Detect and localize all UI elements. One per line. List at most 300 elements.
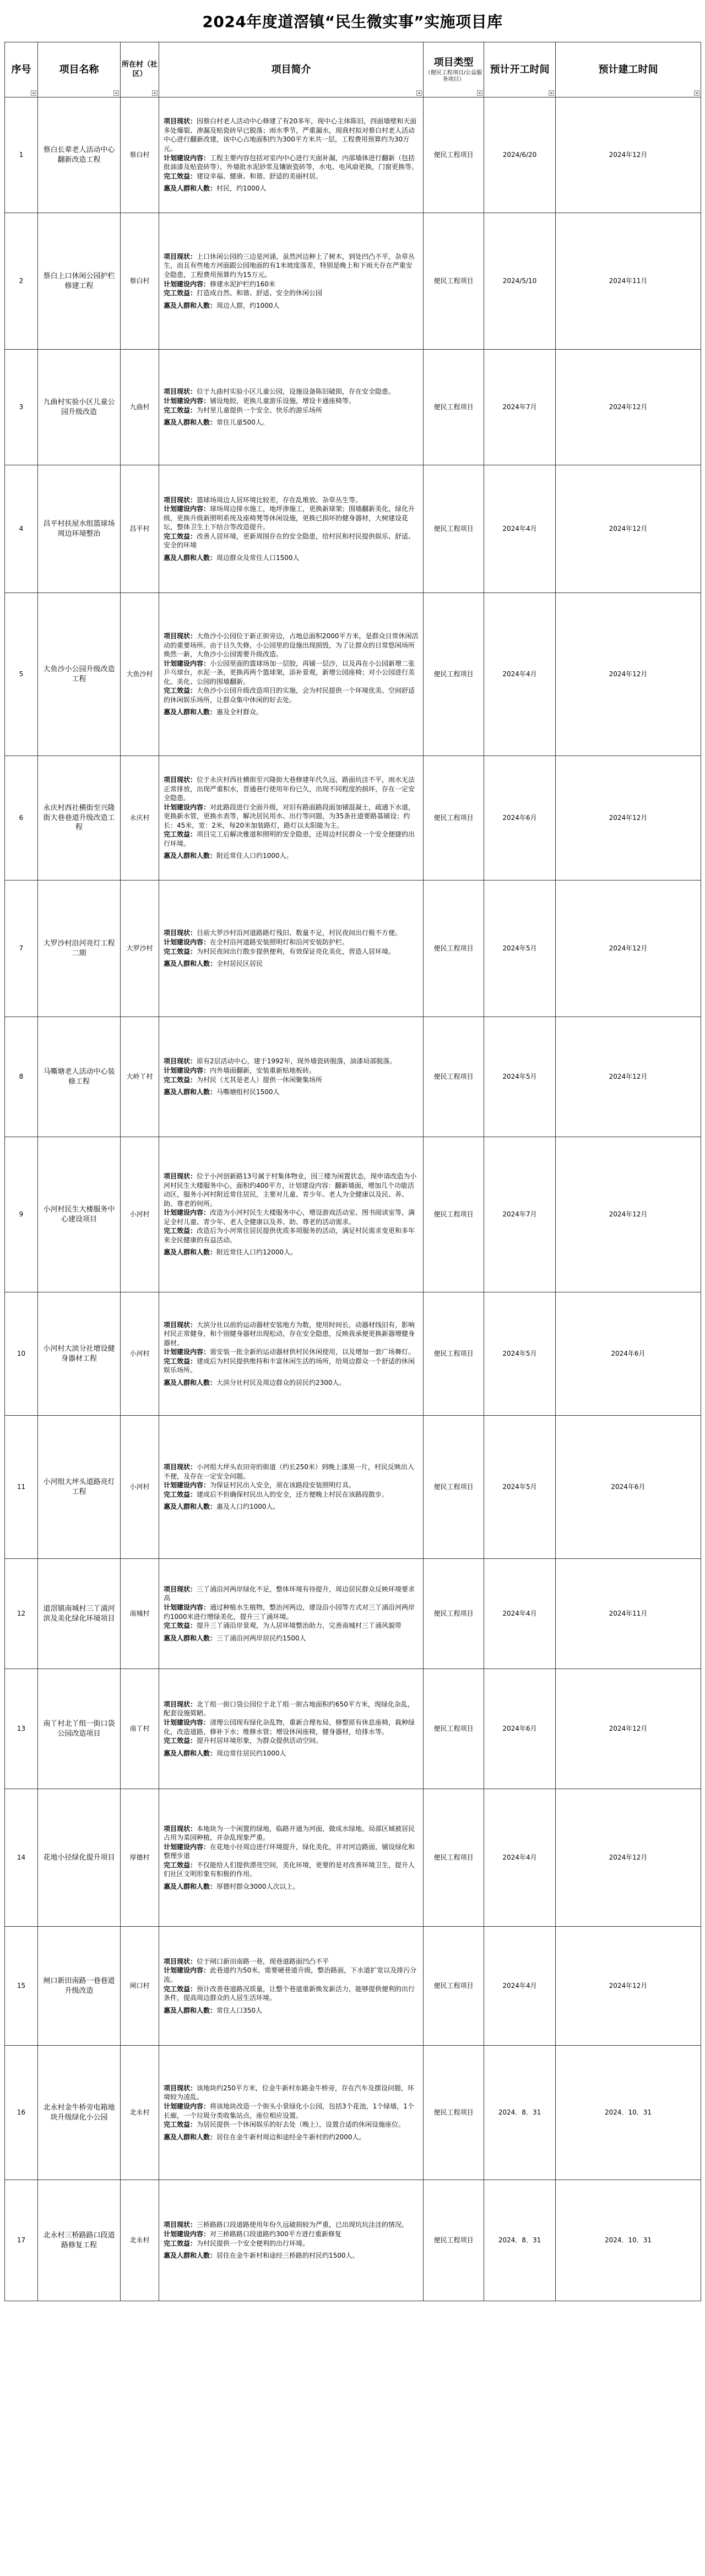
row-start-date: 2024年4月 (484, 1789, 556, 1927)
intro-plan (164, 504, 419, 532)
row-end-date: 2024年12月 (556, 756, 701, 881)
header-type-sublabel: （便民工程项目/公益服务项目） (425, 70, 482, 83)
intro-benefit-text: 附近常住人口约1000人。 (216, 852, 293, 860)
intro-benefit-label: 惠及人群和人数： (164, 1503, 217, 1511)
row-village: 南丫村 (121, 1669, 159, 1789)
intro-goal-label: 完工效益： (164, 289, 197, 297)
intro-benefit (164, 2006, 419, 2015)
intro-goal (164, 1226, 419, 1244)
row-village: 蔡白村 (121, 97, 159, 213)
table-row (5, 350, 701, 465)
intro-goal-label: 完工效益： (164, 2121, 197, 2129)
row-project-type: 便民工程项目 (424, 1789, 484, 1927)
row-project-intro (159, 1927, 424, 2046)
intro-benefit-label: 惠及人群和人数： (164, 2133, 217, 2141)
intro-status (164, 1320, 419, 1348)
intro-status-label: 项目现状： (164, 2084, 197, 2092)
intro-status (164, 1172, 419, 1208)
row-project-name: 小河村大滨分社增设健身器材工程 (38, 1292, 121, 1416)
intro-goal-text: 建设幸福、健康、和谐、舒适的美丽村居。 (197, 172, 323, 180)
table-row (5, 465, 701, 593)
intro-plan (164, 803, 419, 830)
row-project-intro (159, 465, 424, 593)
row-end-date: 2024年12月 (556, 350, 701, 465)
intro-plan-text: 为保证村民出入安全，须在该路段安装照明灯具。 (210, 1481, 356, 1490)
row-project-intro (159, 97, 424, 213)
intro-plan-label: 计划建设内容： (164, 2102, 210, 2110)
intro-benefit-label: 惠及人群和人数： (164, 301, 217, 309)
intro-status-label: 项目现状： (164, 1957, 197, 1965)
intro-status-text: 三桥路路口段道路使用年份久远破损较为严重，已出现坑坑洼洼的情况。 (197, 2221, 409, 2229)
intro-status-text: 大滨分社以前的运动器材安装地方为数，使用时间长，动器材线旧有，影响村民正常健身，和个别健身器材出现松动，存在安全隐患，反映我承便更换新器增健身器材。 (164, 1320, 415, 1347)
row-end-date: 2024年11月 (556, 1559, 701, 1669)
intro-goal-label: 完工效益： (164, 1490, 197, 1498)
intro-status-label: 项目现状： (164, 252, 197, 260)
intro-benefit (164, 1634, 419, 1643)
row-start-date: 2024年4月 (484, 1927, 556, 2046)
intro-status-text: 该地块约250平方米，位金牛新村东路金牛桥旁，存在汽车及摆设问题，环境较为凌乱。 (164, 2084, 414, 2101)
row-village: 昌平村 (121, 465, 159, 593)
row-start-date: 2024．8．31 (484, 2046, 556, 2180)
row-end-date: 2024年12月 (556, 1669, 701, 1789)
table-row (5, 97, 701, 213)
intro-plan (164, 1603, 419, 1621)
header-name (38, 42, 121, 97)
intro-plan (164, 1966, 419, 1984)
intro-benefit-text: 居住在金牛新村和途经三桥路的村民约1500人。 (216, 2252, 359, 2260)
intro-plan-text: 将该地块改造一个街头小景绿化小公园，包括3个花池，1个绿墙，1个长廊，一个垃圾分类收集站点，座位相应设置。 (164, 2102, 414, 2120)
row-seq: 1 (5, 97, 38, 213)
intro-status (164, 775, 419, 803)
row-seq: 5 (5, 593, 38, 756)
intro-benefit-text: 居住在金牛新村周边和途经金牛新村的约2000人。 (216, 2133, 366, 2141)
intro-status-label: 项目现状： (164, 929, 197, 937)
row-project-name: 闸口新田南路一巷巷道升级改造 (38, 1927, 121, 2046)
intro-plan-label: 计划建设内容： (164, 1209, 210, 1217)
intro-benefit-label: 惠及人群和人数： (164, 1088, 217, 1096)
table-row (5, 1017, 701, 1137)
intro-goal-text: 改善人居环境，更新周围存在的安全隐患，给村民和村民提供娱乐、舒适、安全的环境 (164, 532, 415, 550)
intro-goal-text: 打造成自然、和谐、舒适、安全的休闲公园 (197, 289, 323, 297)
table-row (5, 756, 701, 881)
intro-goal-text: 为村民（尤其是老人）提供一休闲聚集场所 (197, 1075, 323, 1084)
intro-goal-text: 不仅能给人们提供漂亮空间，美化环境，更要的是对改善环境卫生，提升人们社区文明形象有积极的作用。 (164, 1861, 415, 1878)
row-end-date: 2024年12月 (556, 1137, 701, 1292)
row-project-type: 便民工程项目 (424, 213, 484, 350)
intro-benefit-text: 厚德村群众3000人次以上。 (216, 1882, 300, 1890)
intro-goal-label: 完工效益： (164, 830, 197, 839)
table-row (5, 2180, 701, 2301)
intro-benefit-text: 马嘶塘组村民1500人 (216, 1088, 280, 1096)
row-project-type: 便民工程项目 (424, 1137, 484, 1292)
intro-plan-label: 计划建设内容： (164, 659, 210, 667)
intro-status (164, 117, 419, 153)
intro-goal (164, 2120, 419, 2129)
intro-goal (164, 947, 419, 957)
row-project-intro (159, 756, 424, 881)
intro-goal (164, 1490, 419, 1499)
intro-plan-text: 修建水泥护栏约160米 (210, 280, 275, 288)
intro-goal-label: 完工效益： (164, 1227, 197, 1235)
row-project-type: 便民工程项目 (424, 593, 484, 756)
row-end-date: 2024年12月 (556, 1789, 701, 1927)
row-seq: 6 (5, 756, 38, 881)
header-seq (5, 42, 38, 97)
header-village (121, 42, 159, 97)
row-project-intro (159, 1416, 424, 1559)
row-village: 大鱼沙村 (121, 593, 159, 756)
intro-benefit-text: 周边常住居民约1000人 (216, 1749, 286, 1757)
row-start-date: 2024年7月 (484, 1137, 556, 1292)
header-type (424, 42, 484, 97)
intro-benefit-text: 村民，约1000人 (216, 184, 267, 193)
intro-goal (164, 1736, 419, 1746)
intro-status-text: 北丫组一街口袋公园位于北丫组一街古地面积约650平方米，现绿化杂乱，配套设施简陋。 (164, 1700, 414, 1718)
row-seq: 9 (5, 1137, 38, 1292)
intro-goal (164, 532, 419, 550)
row-project-intro (159, 881, 424, 1017)
header-seq-label: 序号 (11, 63, 31, 75)
row-project-intro (159, 2046, 424, 2180)
intro-plan-label: 计划建设内容： (164, 154, 210, 162)
intro-plan-label: 计划建设内容： (164, 1481, 210, 1490)
intro-goal (164, 172, 419, 181)
row-project-type: 便民工程项目 (424, 97, 484, 213)
intro-goal (164, 686, 419, 704)
filter-dropdown-icon[interactable] (416, 90, 422, 96)
intro-goal (164, 2239, 419, 2248)
row-end-date: 2024年12月 (556, 1017, 701, 1137)
intro-goal (164, 830, 419, 848)
intro-goal-label: 完工效益： (164, 1622, 197, 1630)
row-start-date: 2024/6/20 (484, 97, 556, 213)
intro-goal-text: 为村民夜间出行散步提供便利，有效保证亮化美化，营造人居环境。 (197, 947, 395, 955)
row-village: 大罗沙村 (121, 881, 159, 1017)
row-end-date: 2024．10．31 (556, 2180, 701, 2301)
intro-plan-label: 计划建设内容： (164, 1966, 210, 1975)
row-end-date: 2024年6月 (556, 1292, 701, 1416)
intro-status-text: 原有2层活动中心，建于1992年，现外墙瓷砖脱落，油漆局部脱落。 (197, 1057, 397, 1066)
intro-benefit-label: 惠及人群和人数： (164, 852, 217, 860)
header-intro (159, 42, 424, 97)
row-seq: 7 (5, 881, 38, 1017)
intro-status-text: 篮球场周边人居环境比较差，存在乱堆放、杂草丛生等。 (197, 496, 362, 504)
row-village: 小河村 (121, 1292, 159, 1416)
intro-benefit-label: 惠及人群和人数： (164, 1378, 217, 1387)
intro-status-label: 项目现状： (164, 2221, 197, 2229)
intro-plan (164, 154, 419, 172)
intro-goal (164, 1985, 419, 2003)
intro-benefit (164, 1088, 419, 1097)
intro-goal-label: 完工效益： (164, 1985, 197, 1993)
intro-plan (164, 1718, 419, 1736)
row-project-name: 花地小径绿化提升项目 (38, 1789, 121, 1927)
intro-plan (164, 938, 419, 947)
row-project-intro (159, 1292, 424, 1416)
intro-plan-text: 小公园里面的篮球场加一层胶，再铺一层沙，以及再在小公园新增二张乒乓球台，水泥一条，更换再两个篮球架，添补景观，新增公园座椅；对小公园进行美化、美化、公园的围墙翻新。 (164, 659, 415, 686)
header-village-label: 所在村（社区） (122, 60, 158, 78)
intro-goal-label: 完工效益： (164, 687, 197, 695)
intro-plan (164, 1066, 419, 1075)
intro-benefit-text: 大滨分社村民及周边群众的居民约2300人。 (216, 1378, 346, 1387)
row-project-intro (159, 1559, 424, 1669)
intro-goal-label: 完工效益： (164, 1075, 197, 1084)
intro-benefit (164, 1502, 419, 1512)
filter-dropdown-icon[interactable] (31, 90, 36, 96)
row-end-date: 2024年12月 (556, 465, 701, 593)
intro-plan-text: 需安装一批全新的运动器材供村民休闲使用，以及增加一套广场舞灯。 (210, 1348, 415, 1356)
intro-plan-label: 计划建设内容： (164, 505, 210, 513)
intro-goal-label: 完工效益： (164, 172, 197, 180)
filter-dropdown-icon[interactable] (152, 90, 158, 96)
row-project-type: 便民工程项目 (424, 2046, 484, 2180)
row-start-date: 2024年6月 (484, 1669, 556, 1789)
project-table (4, 42, 701, 2301)
intro-status (164, 387, 419, 396)
intro-goal-text: 为村民提供一个安全便利的出行环境。 (197, 2239, 310, 2247)
row-start-date: 2024/5/10 (484, 213, 556, 350)
header-name-label: 项目名称 (59, 63, 99, 75)
row-project-intro (159, 1137, 424, 1292)
row-village: 小河村 (121, 1137, 159, 1292)
intro-status-text: 位于闸口新田南路一巷，现巷道路面凹凸不平 (197, 1957, 329, 1965)
row-start-date: 2024年5月 (484, 1292, 556, 1416)
intro-plan-label: 计划建设内容： (164, 396, 210, 405)
row-end-date: 2024年12月 (556, 881, 701, 1017)
intro-plan (164, 2102, 419, 2120)
intro-plan (164, 1843, 419, 1861)
row-start-date: 2024年5月 (484, 1017, 556, 1137)
intro-plan (164, 280, 419, 289)
table-row (5, 1669, 701, 1789)
intro-status-label: 项目现状： (164, 117, 197, 126)
intro-plan (164, 1481, 419, 1490)
row-village: 北永村 (121, 2046, 159, 2180)
intro-benefit (164, 959, 419, 969)
row-project-name: 小河村民生大楼服务中心建设项目 (38, 1137, 121, 1292)
intro-goal-text: 提升三丫涌沿岸景观，为人居环境整治助力，完善南城村三丫涌风貌带 (197, 1622, 402, 1630)
intro-benefit (164, 184, 419, 193)
intro-plan-label: 计划建设内容： (164, 1066, 210, 1074)
row-project-type: 便民工程项目 (424, 1017, 484, 1137)
intro-benefit-label: 惠及人群和人数： (164, 960, 217, 968)
row-village: 厚德村 (121, 1789, 159, 1927)
row-seq: 14 (5, 1789, 38, 1927)
row-project-intro (159, 593, 424, 756)
intro-status-text: 三丫涌沿河两岸绿化不足，整体环境有待提升，周边居民群众反映环境要求高 (164, 1585, 415, 1602)
intro-benefit-text: 附近常住人口约12000人。 (216, 1248, 297, 1257)
row-seq: 15 (5, 1927, 38, 2046)
row-project-intro (159, 2180, 424, 2301)
intro-plan-label: 计划建设内容： (164, 1843, 210, 1851)
row-start-date: 2024年5月 (484, 881, 556, 1017)
intro-benefit-text: 全村居民区居民 (216, 960, 263, 968)
intro-goal-text: 建成后不但确保村民出入的安全，还方便晚上村民在该路段散步。 (197, 1490, 389, 1498)
intro-status-text: 本地块为一个闲置的绿地，临路开通为河面，做成水绿地、局部区域被居民占用为菜园种植，并杂乱现象严重。 (164, 1824, 415, 1842)
intro-goal (164, 406, 419, 415)
intro-status (164, 496, 419, 505)
intro-benefit (164, 553, 419, 563)
row-seq: 2 (5, 213, 38, 350)
header-start-label: 预计开工时间 (490, 63, 550, 75)
intro-benefit (164, 418, 419, 427)
intro-plan-label: 计划建设内容： (164, 1718, 210, 1726)
intro-benefit (164, 301, 419, 311)
intro-goal-text: 项目完工后解决雅道和照明的安全隐患，还周边村民群众一个安全便捷的出行环境。 (164, 830, 415, 847)
row-project-type: 便民工程项目 (424, 1669, 484, 1789)
intro-status-label: 项目现状： (164, 1463, 197, 1471)
intro-benefit-text: 三丫涌沿河两岸居民约1500人 (216, 1634, 306, 1642)
row-end-date: 2024年6月 (556, 1416, 701, 1559)
intro-benefit (164, 2251, 419, 2260)
row-village: 小河村 (121, 1416, 159, 1559)
intro-goal-label: 完工效益： (164, 2239, 197, 2247)
intro-benefit-label: 惠及人群和人数： (164, 553, 217, 562)
row-project-name: 北永村金牛桥旁电箱地块升级绿化小公园 (38, 2046, 121, 2180)
intro-status-label: 项目现状： (164, 632, 197, 640)
intro-plan (164, 396, 419, 406)
intro-status (164, 1057, 419, 1066)
intro-benefit-text: 常住人口350人 (216, 2006, 262, 2014)
intro-status-label: 项目现状： (164, 1172, 197, 1181)
intro-goal-text: 为居民提供一个休闲娱乐的好去处（晚上），设置合适的休闲设施座位。 (197, 2121, 405, 2129)
intro-goal-text: 预计改善巷道路况质量，让整个巷道重新焕发新活力，能够提供便利的出行条件，提高周边群众的人居生活环境。 (164, 1985, 415, 2002)
row-village: 闸口村 (121, 1927, 159, 2046)
row-village: 北永村 (121, 2180, 159, 2301)
row-project-name: 蔡白上口休闲公园护栏修建工程 (38, 213, 121, 350)
intro-goal-label: 完工效益： (164, 406, 197, 414)
intro-benefit-label: 惠及人群和人数： (164, 1634, 217, 1642)
row-village: 永庆村 (121, 756, 159, 881)
filter-dropdown-icon[interactable] (694, 90, 699, 96)
table-body (5, 97, 701, 2301)
row-project-type: 便民工程项目 (424, 2180, 484, 2301)
intro-goal (164, 1861, 419, 1879)
intro-goal-label: 完工效益： (164, 1861, 197, 1869)
table-row (5, 881, 701, 1017)
row-project-name: 永庆村西社横街至兴隆街大巷巷道升级改造工程 (38, 756, 121, 881)
intro-plan-text: 铺设地胶，更换儿童游乐设施，增设卡通座椅等。 (210, 396, 356, 405)
intro-status (164, 632, 419, 659)
row-seq: 17 (5, 2180, 38, 2301)
filter-dropdown-icon[interactable] (549, 90, 554, 96)
intro-plan-text: 内外墙面翻新，安装重新贴地板砖。 (210, 1066, 316, 1074)
row-end-date: 2024年12月 (556, 97, 701, 213)
intro-benefit (164, 1882, 419, 1892)
intro-benefit-text: 常住儿童500人。 (216, 419, 269, 427)
intro-status-text: 大鱼沙小公园位于新正街旁边，占地总面积2000平方米，是群众日常休闲活动的重要场所。由于日久失修，小公园里的设施出现损毁，为了让群众的日常悠闲场所焕然一新，大鱼沙小公园需要升级改造。 (164, 632, 419, 659)
intro-plan (164, 1347, 419, 1357)
header-end-label: 预计建工时间 (598, 63, 658, 75)
intro-goal-label: 完工效益： (164, 1737, 197, 1745)
row-seq: 4 (5, 465, 38, 593)
intro-plan-label: 计划建设内容： (164, 280, 210, 288)
intro-plan-text: 通过种植水生植物，整治河两边，建设沿小园等方式对三丫涌沿河两岸约1000米进行增绿美化，提升三丫涌环境。 (164, 1603, 415, 1621)
document-title: 2024年度道滘镇“民生微实事”实施项目库 (202, 13, 503, 31)
intro-status (164, 1585, 419, 1603)
row-village: 大岭丫村 (121, 1017, 159, 1137)
intro-status-text: 上口休闲公园的三边是河涌，虽然河边种上了树木，到处凹凸不平，杂草丛生，而且有些地方河面跟公园地面的有1米坡度落差，特别是晚上和下雨天存在严重安全隐患，工程费用预算约为15万元。 (164, 252, 415, 279)
intro-status-text: 位于永庆村西社横街至兴隆街大巷修建年代久远，路面坑洼不平，雨水无法正常排放，出现严重积水，晋通巷行使用年份已久，出现不同程度的损坏，存在一定安全隐患。 (164, 776, 415, 802)
row-start-date: 2024年4月 (484, 1559, 556, 1669)
intro-plan-text: 球场周边排水施工，地坪渗施工，更换新球架；围墙翻新美化，绿化升级，更换升级新照明系统及座椅凳等休闲设施，更换已损坏的健身器材，大树建设花坛，整体卫生上下结合等改造提升。 (164, 505, 415, 531)
intro-status-label: 项目现状： (164, 1320, 197, 1329)
intro-benefit (164, 851, 419, 861)
row-start-date: 2024年4月 (484, 593, 556, 756)
intro-status-label: 项目现状： (164, 388, 197, 396)
intro-benefit (164, 1248, 419, 1257)
intro-status-text: 位于九曲村实验小区儿童公园，设施设备陈旧破损，存在安全隐患。 (197, 388, 395, 396)
row-project-name: 南丫村北丫组一街口袋公园改造项目 (38, 1669, 121, 1789)
header-type-label: 项目类型 (433, 56, 474, 68)
intro-goal-text: 提升村居环境形象，为群众提供活动空间。 (197, 1737, 323, 1745)
intro-plan-label: 计划建设内容： (164, 938, 210, 946)
intro-status (164, 252, 419, 280)
intro-status-label: 项目现状： (164, 1585, 197, 1593)
intro-goal (164, 1357, 419, 1375)
intro-goal (164, 1621, 419, 1631)
row-project-name: 蔡白长辈老人活动中心翻新改造工程 (38, 97, 121, 213)
intro-benefit-label: 惠及人群和人数： (164, 1882, 217, 1890)
row-project-intro (159, 350, 424, 465)
intro-plan-text: 工程主要内容包括对室内中心进行天面补漏，内部墙体进行翻新（包括批油漆及贴瓷砖等），外墙批水泥砂浆及镶嵌瓷砖等，水电、电风扇更换，门窗更换等。 (164, 154, 419, 171)
intro-status (164, 1700, 419, 1718)
intro-status (164, 1463, 419, 1481)
intro-benefit-label: 惠及人群和人数： (164, 708, 217, 716)
intro-benefit (164, 1378, 419, 1388)
intro-status-label: 项目现状： (164, 1824, 197, 1833)
intro-plan-text: 在花地小径周边进行环境提升，绿化美化，并对河边路面，铺设绿化和整理步道 (164, 1843, 415, 1860)
row-start-date: 2024年4月 (484, 465, 556, 593)
row-end-date: 2024年12月 (556, 593, 701, 756)
row-project-type: 便民工程项目 (424, 1416, 484, 1559)
intro-goal-text: 为村里儿童提供一个安全、快乐的游乐场所 (197, 406, 323, 414)
filter-dropdown-icon[interactable] (113, 90, 119, 96)
intro-status (164, 928, 419, 938)
row-project-name: 小河组大坪头道路亮灯工程 (38, 1416, 121, 1559)
intro-status (164, 2220, 419, 2230)
header-intro-label: 项目简介 (271, 63, 311, 75)
intro-goal-text: 建成后为村民提供维持和丰富休闲生活的场所，给周边群众一个舒适的休闲娱乐场所。 (164, 1357, 415, 1374)
intro-status-text: 小河组大坪头农田旁的街道（约长250米）到晚上漆黑一片，村民反映出入不便，及存在一定安全问题。 (164, 1463, 414, 1480)
intro-status-label: 项目现状： (164, 776, 197, 784)
intro-status-text: 目前大罗沙村沿河道路路灯残旧、数量不足，村民夜间出行极不方便。 (197, 929, 402, 937)
row-seq: 11 (5, 1416, 38, 1559)
intro-status-label: 项目现状： (164, 1700, 197, 1708)
intro-benefit-text: 惠及人口约1000人。 (216, 1503, 280, 1511)
intro-benefit-text: 周边人群，约1000人 (216, 301, 280, 309)
intro-status-label: 项目现状： (164, 1057, 197, 1066)
header-start (484, 42, 556, 97)
intro-benefit-label: 惠及人群和人数： (164, 419, 217, 427)
row-project-intro (159, 213, 424, 350)
row-seq: 13 (5, 1669, 38, 1789)
filter-dropdown-icon[interactable] (477, 90, 482, 96)
row-end-date: 2024年12月 (556, 1927, 701, 2046)
table-header-row (5, 42, 701, 97)
intro-status-text: 位于小河创新路13号属于村集体物业，因三楼为闲置状态，现申请改造为小河村民生大楼服务中心，面积约400平方，计划建设内容：翻新墙面，增加几个功能活动区，服务小河村附近常住居民，主要对儿童、青少年、老人为全健康以及民、养、助、尊老的何所。 (164, 1172, 417, 1208)
row-end-date: 2024．10．31 (556, 2046, 701, 2180)
row-project-type: 便民工程项目 (424, 465, 484, 593)
intro-plan-text: 对三桥路路口段道路约300平方进行重新修复 (210, 2230, 341, 2238)
table-row (5, 213, 701, 350)
intro-benefit (164, 708, 419, 717)
row-project-name: 大鱼沙小公园升级改造工程 (38, 593, 121, 756)
header-end (556, 42, 701, 97)
intro-status-text: 因蔡白村老人活动中心修建了有20多年，现中心主体陈旧，四面墙壁和天面多处爆裂、渗漏及贴瓷砖早已脱落；雨水季节，严重漏水，现我村拟对蔡白村老人活动中心进行翻新改建，该中心占地面积约为300平方米共一层，工程费用预算约为30万元。 (164, 117, 417, 153)
row-project-name: 马嘶塘老人活动中心装修工程 (38, 1017, 121, 1137)
row-project-name: 北永村三桥路路口段道路修复工程 (38, 2180, 121, 2301)
